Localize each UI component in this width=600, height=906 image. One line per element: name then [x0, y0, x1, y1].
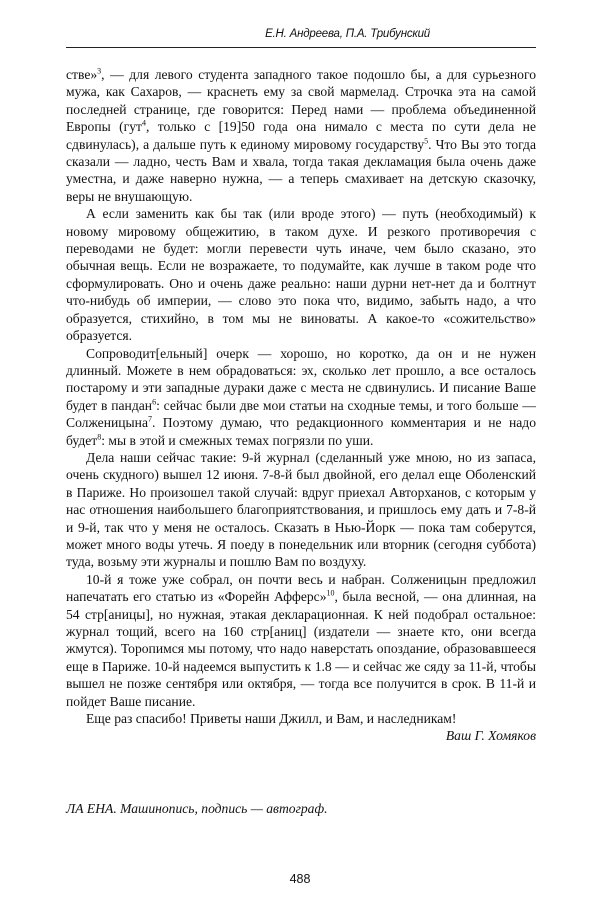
page-number: 488 [289, 872, 311, 886]
signature: Ваш Г. Хомяков [445, 728, 536, 744]
paragraph: 10-й я тоже уже собрал, он почти весь и набран. Солженицын предложил напечатать его статью из «Форейн Афферс»$^{10}$, была весной, — она длинная, на 54 стр[аницы], но нужная, этакая декларационная. К ней подобрал остальное: журнал тощий, всего на 160 стр[аниц] (издатели — знаете кто, они всегда жмутся). Торопимся мы потому, что надо наверстать опоздание, образовавшееся еще в Париже. 10-й надеемся выпустить к 1.8 — и сейчас же сяду за 11-й, чтобы вышел не позже сентября или октября, — тогда все получится в срок. В 11-й и пойдет Ваше писание. [66, 571, 536, 709]
paragraph: Дела наши сейчас такие: 9-й журнал (сделанный уже мною, но из запаса, очень скудного) вышел 12 июня. 7-8-й был двойной, его делал еще Оболенский в Париже. Но произошел такой случай: вдруг приехал Авторханов, с которым у нас отношения наибольшего благоприятствования, и пришлось ему дать и 7-8-й и 9-й, так что у меня не осталось. Сказать в Нью-Йорк — пока там соберутся, может много воды утечь. Я поеду в понедельник или вторник (сегодня суббота) туда, возьму эти журналы и пошлю Вам по воздуху. [66, 449, 536, 570]
paragraph: А если заменить как бы так (или вроде этого) — путь (необходимый) к новому мировому общежитию, в таком духе. И резкого противоречия с переводами не будет: могли перевести чуть иначе, чем было сказано, это обычная вещь. Если не возражаете, то подумайте, как лучше в таком роде что сформулировать. Оно и очень даже реально: наши дурни нет-нет да и болтнут что-нибудь об империи, — слово это пока что, видимо, забыть надо, а что образуется, стихийно, в том мы не виноваты. А какое-то «сожительство» образуется. [66, 206, 536, 344]
paragraph: Сопроводит[ельный] очерк — хорошо, но коротко, да он и не нужен длинный. Можете в нем обрадоваться: эх, сколько лет прошло, а все осталось постарому и эти западные дураки даже с места не сдвинулись. И писание Ваше будет в пандан$^6$: сейчас были две мои статьи на сходные темы, и того больше — Солженицына$^7$. Поэтому думаю, что редакционного комментария и не надо будет$^8$: мы в этой и смежных темах погрязли по уши. [66, 345, 536, 448]
paragraph: Еще раз спасибо! Приветы наши Джилл, и Вам, и наследникам! [86, 711, 457, 727]
footnote-marker: 4 [141, 118, 146, 128]
footnote-marker: 8 [97, 432, 102, 441]
header-rule [66, 47, 536, 48]
footnote-marker: 6 [152, 397, 157, 407]
running-header: Е.Н. Андреева, П.А. Трибунский [265, 28, 430, 40]
paragraph: стве»$^3$, — для левого студента западного такое подошло бы, а для сурьезного мужа, как Сахаров, — краснеть ему за свой мармелад. Строчка эта на самой последней странице, где говорится: Перед нами — проблема объединенной Европы (гут$^4$, только с [19]50 года она нимало с места по сути дела не сдвинулась), а дальше путь к единому мировому государству$^5$. Что Вы это тогда сказали — ладно, честь Вам и хвала, тогда такая декламация была очень даже уместна, и даже наверно нужна, — а теперь смахивает на детскую сказочку, веры не внушающую. [66, 66, 536, 204]
source-note: ЛА ЕНА. Машинопись, подпись — автограф. [66, 801, 328, 816]
footnote-marker: 5 [424, 136, 429, 146]
footnote-marker: 3 [97, 66, 102, 76]
paragraphs [66, 66, 536, 727]
footnote-marker: 10 [326, 588, 335, 598]
footnote-marker: 7 [147, 414, 152, 424]
letter-body [66, 66, 536, 745]
